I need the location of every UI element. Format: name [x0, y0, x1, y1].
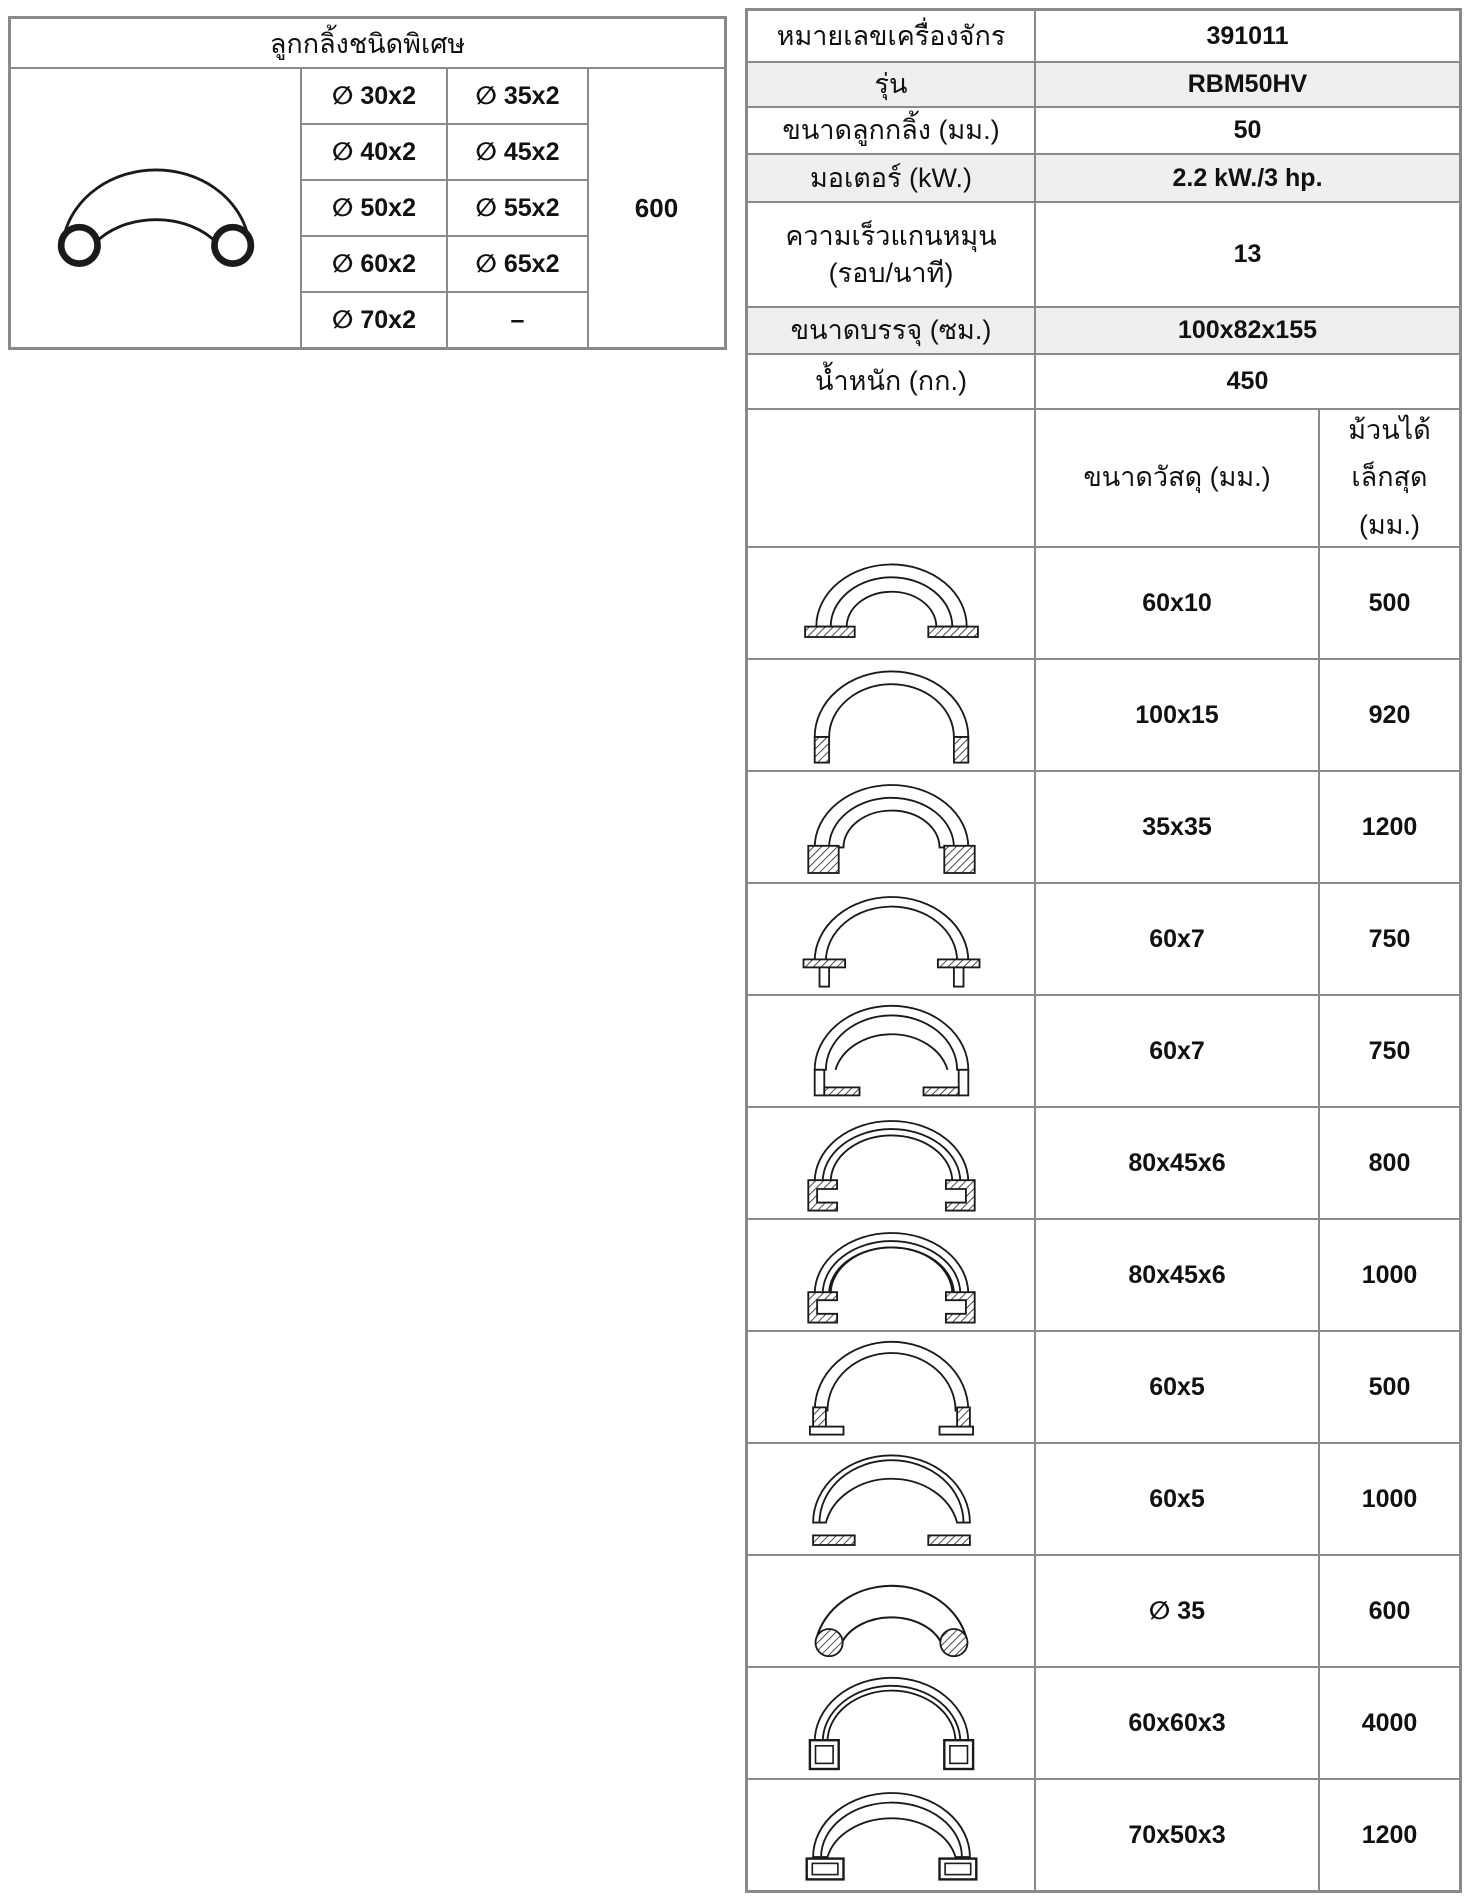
diameter-cell: ∅ 40x2 [301, 124, 447, 180]
spec-value: 391011 [1035, 10, 1460, 62]
spec-label [747, 202, 1035, 307]
profile-row [747, 771, 1460, 883]
spec-label: มอเตอร์ (kW.) [747, 154, 1035, 202]
spec-row [747, 354, 1460, 409]
flat-bar-edge-icon [747, 659, 1035, 771]
profile-row [747, 883, 1460, 995]
channel-legs-down-icon [747, 1107, 1035, 1219]
angle-web-out-icon [747, 995, 1035, 1107]
diameter-grid [10, 68, 725, 348]
spec-row [747, 62, 1460, 107]
min-roll: 600 [1319, 1555, 1460, 1667]
material-size: 60x60x3 [1035, 1667, 1319, 1779]
min-roll: 1200 [1319, 771, 1460, 883]
diameter-cell: – [447, 292, 588, 348]
spec-label: หมายเลขเครื่องจักร [747, 10, 1035, 62]
spec-label: น้ำหนัก (กก.) [747, 354, 1035, 409]
min-roll: 750 [1319, 883, 1460, 995]
material-size: 60x5 [1035, 1331, 1319, 1443]
spec-label-line: ความเร็วแกนหมุน [785, 221, 997, 252]
profile-row [747, 1667, 1460, 1779]
spec-value: RBM50HV [1035, 62, 1460, 107]
rect-tube-icon [747, 1779, 1035, 1891]
diameter-cell: ∅ 35x2 [447, 68, 588, 124]
spec-rows [747, 10, 1460, 409]
material-size: 35x35 [1035, 771, 1319, 883]
profile-header-row [747, 409, 1460, 547]
tee-profile-icon [747, 883, 1035, 995]
spec-label-line: (รอบ/นาที) [828, 257, 954, 288]
max-roll-cell: 600 [588, 68, 725, 348]
material-size: 80x45x6 [1035, 1219, 1319, 1331]
spec-row [747, 154, 1460, 202]
profile-row [747, 995, 1460, 1107]
profile-row [747, 1331, 1460, 1443]
spec-label: รุ่น [747, 62, 1035, 107]
profile-row [747, 1107, 1460, 1219]
material-size: 60x5 [1035, 1443, 1319, 1555]
profile-rows [747, 547, 1460, 1891]
spec-row [747, 10, 1460, 62]
material-size: 60x7 [1035, 995, 1319, 1107]
material-size: 60x7 [1035, 883, 1319, 995]
channel-legs-up-icon [747, 1219, 1035, 1331]
profile-row [747, 659, 1460, 771]
material-size-header: ขนาดวัสดุ (มม.) [1035, 409, 1319, 547]
profile-row [747, 1219, 1460, 1331]
round-bar-icon [747, 1555, 1035, 1667]
material-size: 60x10 [1035, 547, 1319, 659]
spec-label: ขนาดลูกกลิ้ง (มม.) [747, 107, 1035, 154]
square-tube-icon [747, 1667, 1035, 1779]
spec-label: ขนาดบรรจุ (ซม.) [747, 307, 1035, 354]
min-roll: 4000 [1319, 1667, 1460, 1779]
min-roll-header: ม้วนได้ เล็กสุด (มม.) [1319, 409, 1460, 547]
spec-row [747, 202, 1460, 307]
material-size: ∅ 35 [1035, 1555, 1319, 1667]
diameter-cell: ∅ 70x2 [301, 292, 447, 348]
spec-row [747, 307, 1460, 354]
spec-row [747, 107, 1460, 154]
profile-row [747, 1443, 1460, 1555]
special-rollers-table [8, 16, 727, 350]
spec-value: 450 [1035, 354, 1460, 409]
diameter-cell: ∅ 55x2 [447, 180, 588, 236]
spec-value: 100x82x155 [1035, 307, 1460, 354]
profile-row [747, 547, 1460, 659]
min-roll: 1000 [1319, 1443, 1460, 1555]
profile-row [747, 1555, 1460, 1667]
bent-tube-cross-section-icon [10, 68, 301, 348]
min-roll: 750 [1319, 995, 1460, 1107]
material-size: 100x15 [1035, 659, 1319, 771]
material-size: 70x50x3 [1035, 1779, 1319, 1891]
material-size: 80x45x6 [1035, 1107, 1319, 1219]
diameter-cell: ∅ 30x2 [301, 68, 447, 124]
diameter-cell: ∅ 50x2 [301, 180, 447, 236]
diameter-cell: ∅ 45x2 [447, 124, 588, 180]
spec-value: 2.2 kW./3 hp. [1035, 154, 1460, 202]
min-roll: 500 [1319, 1331, 1460, 1443]
min-roll: 1200 [1319, 1779, 1460, 1891]
min-roll: 500 [1319, 547, 1460, 659]
machine-spec-table [745, 8, 1462, 1893]
angle-leg-in-icon [747, 1443, 1035, 1555]
min-roll: 1000 [1319, 1219, 1460, 1331]
square-bar-icon [747, 771, 1035, 883]
min-roll: 920 [1319, 659, 1460, 771]
min-roll: 800 [1319, 1107, 1460, 1219]
special-rollers-title: ลูกกลิ้งชนิดพิเศษ [10, 18, 725, 68]
spec-value: 13 [1035, 202, 1460, 307]
flat-bar-flat-icon [747, 547, 1035, 659]
profile-header-blank [747, 409, 1035, 547]
diameter-cell: ∅ 60x2 [301, 236, 447, 292]
spec-value: 50 [1035, 107, 1460, 154]
angle-leg-up-icon [747, 1331, 1035, 1443]
diameter-cell: ∅ 65x2 [447, 236, 588, 292]
profile-row [747, 1779, 1460, 1891]
